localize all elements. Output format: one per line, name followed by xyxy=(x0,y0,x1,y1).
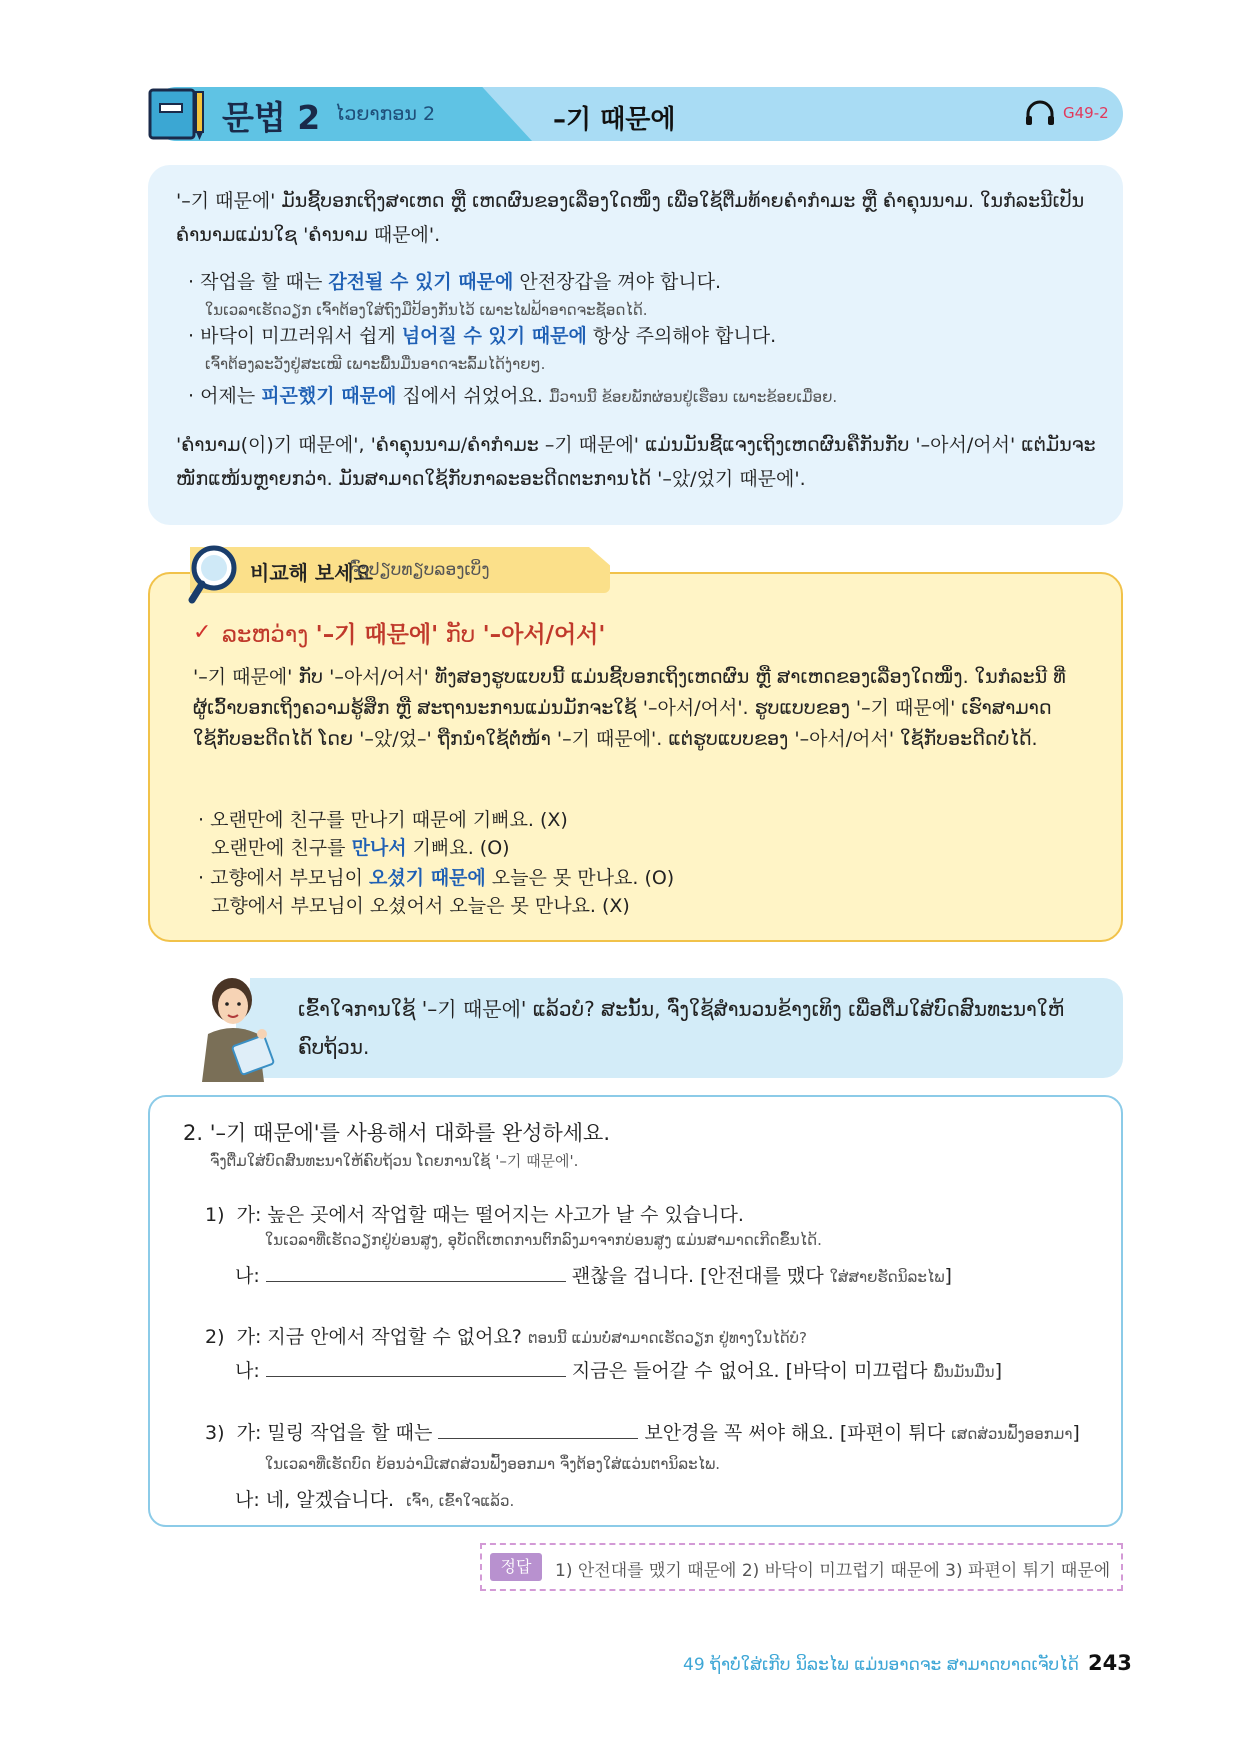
book-pencil-icon xyxy=(148,86,206,142)
example-sentence-2: · 바닥이 미끄러워서 쉽게 넘어질 수 있기 때문에 항상 주의해야 합니다. xyxy=(188,325,777,347)
compare-body: '–기 때문에' ກັບ '–아서/어서' ທັງສອງຮູບແບບນີ້ ແມ່ນຊີ້ບອກເຖິງເຫດຜົນ ຫຼື ສາເຫດຂອງເລື່ອງໃດໜຶ່ງ. ໃນກໍລະນີ ທີ່ຜູ້ເວົ້າບອກເຖິງຄວາມຮູ້ສຶກ ຫຼື ສະຖານະການແມ່ນມັກຈະໃຊ້ '–아서/어서'. ຮູບແບບຂອງ '–기 때문에' ເຮົາສາມາດໃຊ້ກັບອະດີດໄດ້ ໂດຍ '–았/었–' ຖືກນຳໃຊ້ຕໍ່ໜ້າ '–기 때문에'. ແຕ່ຮູບແບບຂອງ '–아서/어서' ໃຊ້ກັບອະດີດບໍ່ໄດ້. xyxy=(193,666,1066,750)
grammar-subtitle: ໄວຍາກອນ 2 xyxy=(335,103,436,125)
item-2-answer-line: 나: 지금은 들어갈 수 없어요. [바닥이 미끄럽다 ພື້ນມັນມື່ນ] xyxy=(235,1360,1002,1382)
compare-heading: ລະຫວ່າງ '–기 때문에' ກັບ '–아서/어서' xyxy=(222,622,606,648)
compare-example-1b: 오랜만에 친구를 만나서 기뻐요. (O) xyxy=(211,837,510,859)
item-3-question: 3) 가: 밀링 작업을 할 때는 보안경을 꼭 써야 해요. [파편이 튀다 ເສດສ່ວນຟົ້ງອອກມາ] xyxy=(205,1422,1080,1444)
banner-text: ເຂົ້າໃຈການໃຊ້ '–기 때문에' ແລ້ວບໍ? ສະນັ້ນ, ຈົ່ງໃຊ້ສຳນວນຂ້າງເທິງ ເພື່ອຕື່ມໃສ່ບົດສົນທະນາໃຫ້ຄົບຖ້ວນ. xyxy=(298,997,1065,1059)
check-icon: ✓ xyxy=(193,620,212,645)
example-translation-2: ເຈົ້າຕ້ອງລະວັງຢູ່ສະເໝີ ເພາະພື້ນມື່ນອາດຈະລົ້ມໄດ້ງ່າຍໆ. xyxy=(205,355,546,373)
item-1-question: 1) 가: 높은 곳에서 작업할 때는 떨어지는 사고가 날 수 있습니다. xyxy=(205,1204,744,1226)
compare-tab-title: 비교해 보세요 xyxy=(250,561,373,585)
answer-key-label: 정답 xyxy=(490,1553,542,1581)
example-sentence-3: · 어제는 피곤했기 때문에 집에서 쉬었어요. ມື້ວານນີ້ ຂ້ອຍພັກຜ່ອນຢູ່ເຮືອນ ເພາະຂ້ອຍເມື່ອຍ. xyxy=(188,385,838,407)
headphones-icon[interactable] xyxy=(1024,100,1056,126)
explanation-note: 'ຄຳນາມ(이)기 때문에', 'ຄຳຄຸນນາມ/ຄຳກຳມະ –기 때문에' ແມ່ນມັນຊີ້ແຈງເຖິງເຫດຜົນຄືກັນກັບ '–아서/어서' ແຕ່ມັນຈະໜັກແໜ້ນຫຼາຍກວ່າ. ມັນສາມາດໃຊ້ກັບກາລະອະດີດຕະການໄດ້ '–았/었기 때문에'. xyxy=(176,434,1096,490)
item-2-question: 2) 가: 지금 안에서 작업할 수 없어요? ຕອນນີ້ ແມ່ນບໍ່ສາມາດເຮັດວຽກ ຢູ່ທາງໃນໄດ້ບໍ? xyxy=(205,1326,807,1348)
teacher-avatar xyxy=(190,972,280,1082)
item-2-blank[interactable] xyxy=(266,1358,566,1377)
example-translation-1: ໃນເວລາເຮັດວຽກ ເຈົ້າຕ້ອງໃສ່ຖົງມືປ້ອງກັນໄວ້ ເພາະໄຟຟ້າອາດຈະຊັອດໄດ້. xyxy=(205,301,648,319)
grammar-topic: –기 때문에 xyxy=(553,105,676,135)
compare-tab-subtitle: ຈົ່ງປຽບທຽບລອງເບິ່ງ xyxy=(350,560,490,580)
page-number: 243 xyxy=(1088,1651,1132,1675)
item-1-translation: ໃນເວລາທີ່ເຮັດວຽກຢູ່ບ່ອນສູງ, ອຸບັດຕິເຫດການຕົກລົງມາຈາກບ່ອນສູງ ແມ່ນສາມາດເກີດຂຶ້ນໄດ້. xyxy=(265,1231,822,1249)
exercise-title: 2. '–기 때문에'를 사용해서 대화를 완성하세요. xyxy=(183,1121,610,1145)
explanation-intro: '–기 때문에' ມັນຊີ້ບອກເຖິງສາເຫດ ຫຼື ເຫດຜົນຂອງເລື່ອງໃດໜຶ່ງ ເພື່ອໃຊ້ຕື່ມທ້າຍຄຳກຳມະ ຫຼື ຄຳຄຸນນາມ. ໃນກໍລະນີເປັນຄຳນາມແມ່ນໃຊ 'ຄຳນາມ 때문에'. xyxy=(176,190,1085,246)
chapter-footer: 49 ຖ້າບໍ່ໃສ່ເກີບ ນິລະໄພ ແມ່ນອາດຈະ ສາມາດບາດເຈັບໄດ້ xyxy=(683,1655,1079,1675)
item-3-translation: ໃນເວລາທີ່ເຮັດບົດ ຍ້ອນວ່າມີເສດສ່ວນຟົ້ງອອກມາ ຈຶ່ງຕ້ອງໃສ່ແວ່ນຕານິລະໄພ. xyxy=(265,1455,721,1473)
example-sentence-1: · 작업을 할 때는 감전될 수 있기 때문에 안전장갑을 껴야 합니다. xyxy=(188,271,722,293)
answer-key-text: 1) 안전대를 맸기 때문에 2) 바닥이 미끄럽기 때문에 3) 파편이 튀기 때문에 xyxy=(555,1561,1111,1581)
item-1-blank[interactable] xyxy=(266,1263,566,1282)
item-3-blank[interactable] xyxy=(438,1420,638,1439)
audio-track-label: G49-2 xyxy=(1063,104,1109,122)
compare-example-2b: 고향에서 부모님이 오셨어서 오늘은 못 만나요. (X) xyxy=(211,895,630,917)
compare-example-2a: · 고향에서 부모님이 오셨기 때문에 오늘은 못 만나요. (O) xyxy=(198,867,675,889)
item-3-reply: 나: 네, 알겠습니다. ເຈົ້າ, ເຂົ້າໃຈແລ້ວ. xyxy=(235,1489,515,1511)
item-1-answer-line: 나: 괜찮을 겁니다. [안전대를 맸다 ໃສ່ສາຍຮັດນິລະໄພ] xyxy=(235,1265,952,1287)
compare-example-1a: · 오랜만에 친구를 만나기 때문에 기뻐요. (X) xyxy=(198,809,568,831)
magnifier-icon xyxy=(188,544,242,604)
exercise-subtitle: ຈົ່ງຕື່ມໃສ່ບົດສົນທະນາໃຫ້ຄົບຖ້ວນ ໂດຍການໃຊ້ '–기 때문에'. xyxy=(210,1152,579,1170)
grammar-title: 문법 2 xyxy=(222,98,321,137)
